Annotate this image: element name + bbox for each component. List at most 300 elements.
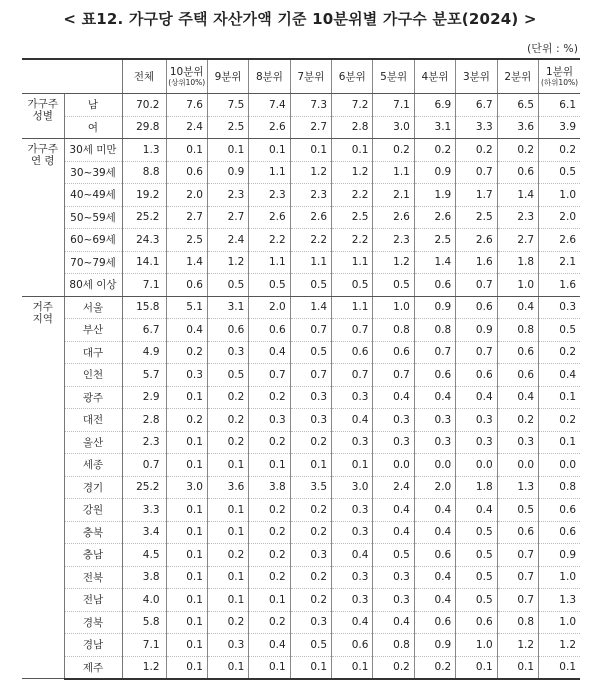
decile-cell: 0.5 — [456, 589, 497, 612]
decile-cell: 0.2 — [249, 499, 290, 522]
row-label: 울산 — [64, 431, 122, 454]
decile-cell: 1.6 — [539, 274, 580, 297]
decile-cell: 2.6 — [249, 116, 290, 139]
decile-cell: 0.2 — [249, 611, 290, 634]
row-label: 경남 — [64, 634, 122, 657]
decile-cell: 2.5 — [166, 229, 207, 252]
total-cell: 4.0 — [122, 589, 166, 612]
decile-cell: 2.7 — [290, 116, 331, 139]
decile-cell: 0.4 — [539, 364, 580, 387]
decile-cell: 0.3 — [456, 409, 497, 432]
decile-cell: 0.2 — [373, 656, 414, 679]
decile-cell: 0.2 — [290, 521, 331, 544]
row-label: 제주 — [64, 656, 122, 679]
decile-cell: 0.1 — [497, 656, 538, 679]
table-row — [22, 94, 580, 117]
decile-cell: 0.1 — [332, 454, 373, 477]
total-cell: 19.2 — [122, 184, 166, 207]
decile-cell: 1.2 — [539, 634, 580, 657]
decile-cell: 0.6 — [497, 341, 538, 364]
header-decile-label: 10분위 — [169, 66, 204, 78]
decile-cell: 3.8 — [249, 476, 290, 499]
row-label: 여 — [64, 116, 122, 139]
decile-cell: 0.2 — [290, 566, 331, 589]
decile-cell: 0.7 — [373, 364, 414, 387]
decile-cell: 0.7 — [456, 341, 497, 364]
decile-cell: 2.7 — [207, 206, 248, 229]
decile-cell: 7.2 — [332, 94, 373, 117]
total-cell: 3.3 — [122, 499, 166, 522]
row-label: 서울 — [64, 296, 122, 319]
decile-cell: 0.4 — [456, 386, 497, 409]
decile-cell: 0.6 — [414, 274, 455, 297]
row-label: 30~39세 — [64, 161, 122, 184]
decile-cell: 0.1 — [166, 386, 207, 409]
header-decile-label: 6분위 — [338, 70, 366, 83]
decile-cell: 0.6 — [539, 521, 580, 544]
table-body — [22, 94, 580, 679]
decile-cell: 0.6 — [373, 341, 414, 364]
decile-cell: 7.5 — [207, 94, 248, 117]
table-row — [22, 521, 580, 544]
decile-cell: 0.6 — [332, 634, 373, 657]
decile-cell: 0.5 — [207, 364, 248, 387]
decile-cell: 0.2 — [539, 139, 580, 162]
table-header — [22, 59, 580, 94]
decile-cell: 2.5 — [332, 206, 373, 229]
decile-cell: 0.3 — [290, 611, 331, 634]
decile-cell: 0.9 — [414, 296, 455, 319]
decile-cell: 3.3 — [456, 116, 497, 139]
decile-cell: 0.7 — [456, 161, 497, 184]
decile-cell: 0.2 — [539, 409, 580, 432]
total-cell: 14.1 — [122, 251, 166, 274]
decile-cell: 1.2 — [332, 161, 373, 184]
decile-cell: 0.6 — [456, 611, 497, 634]
total-cell: 7.1 — [122, 634, 166, 657]
decile-cell: 1.4 — [497, 184, 538, 207]
decile-cell: 0.2 — [456, 139, 497, 162]
decile-cell: 0.1 — [207, 454, 248, 477]
total-cell: 5.8 — [122, 611, 166, 634]
decile-cell: 6.1 — [539, 94, 580, 117]
table-row — [22, 139, 580, 162]
decile-cell: 0.4 — [373, 611, 414, 634]
header-decile-label: 2분위 — [504, 70, 532, 83]
decile-cell: 0.0 — [539, 454, 580, 477]
decile-cell: 0.1 — [166, 521, 207, 544]
decile-cell: 1.4 — [414, 251, 455, 274]
decile-cell: 0.1 — [166, 139, 207, 162]
decile-cell: 0.5 — [456, 521, 497, 544]
decile-cell: 0.3 — [332, 566, 373, 589]
header-decile-label: 4분위 — [421, 70, 449, 83]
decile-cell: 0.4 — [414, 499, 455, 522]
table-row — [22, 589, 580, 612]
decile-cell: 0.4 — [497, 386, 538, 409]
header-decile — [332, 59, 373, 94]
decile-cell: 1.0 — [539, 184, 580, 207]
table-row — [22, 386, 580, 409]
header-decile — [249, 59, 290, 94]
decile-cell: 2.2 — [290, 229, 331, 252]
decile-cell: 2.4 — [207, 229, 248, 252]
total-cell: 2.8 — [122, 409, 166, 432]
decile-cell: 1.2 — [207, 251, 248, 274]
decile-cell: 0.2 — [166, 409, 207, 432]
decile-cell: 0.6 — [497, 161, 538, 184]
decile-cell: 0.3 — [497, 431, 538, 454]
decile-cell: 0.3 — [373, 566, 414, 589]
decile-cell: 0.0 — [414, 454, 455, 477]
header-decile — [166, 59, 207, 94]
decile-cell: 6.7 — [456, 94, 497, 117]
decile-cell: 0.3 — [414, 409, 455, 432]
decile-cell: 1.0 — [539, 566, 580, 589]
decile-cell: 0.1 — [207, 139, 248, 162]
decile-cell: 0.1 — [166, 656, 207, 679]
decile-cell: 1.3 — [497, 476, 538, 499]
header-decile-label: 7분위 — [297, 70, 325, 83]
decile-cell: 0.5 — [290, 341, 331, 364]
decile-cell: 0.2 — [207, 431, 248, 454]
total-cell: 2.3 — [122, 431, 166, 454]
row-label: 70~79세 — [64, 251, 122, 274]
decile-cell: 0.4 — [414, 521, 455, 544]
total-cell: 24.3 — [122, 229, 166, 252]
table-row — [22, 229, 580, 252]
table-row — [22, 566, 580, 589]
decile-cell: 0.5 — [456, 566, 497, 589]
table-row — [22, 611, 580, 634]
total-cell: 8.8 — [122, 161, 166, 184]
decile-cell: 1.9 — [414, 184, 455, 207]
decile-cell: 1.7 — [456, 184, 497, 207]
decile-cell: 0.8 — [373, 319, 414, 342]
decile-cell: 0.0 — [373, 454, 414, 477]
decile-cell: 0.6 — [207, 319, 248, 342]
header-row — [22, 59, 580, 94]
decile-cell: 1.2 — [373, 251, 414, 274]
decile-cell: 1.4 — [290, 296, 331, 319]
unit-label: (단위 : %) — [527, 42, 578, 55]
decile-cell: 0.5 — [373, 274, 414, 297]
decile-cell: 0.3 — [332, 521, 373, 544]
decile-cell: 0.3 — [207, 341, 248, 364]
decile-cell: 2.3 — [290, 184, 331, 207]
decile-cell: 0.4 — [332, 409, 373, 432]
group-label: 가구주 연 령 — [22, 139, 64, 297]
table-row — [22, 544, 580, 567]
decile-cell: 3.1 — [207, 296, 248, 319]
decile-cell: 3.0 — [373, 116, 414, 139]
decile-cell: 3.1 — [414, 116, 455, 139]
decile-cell: 0.2 — [290, 431, 331, 454]
decile-cell: 0.1 — [249, 139, 290, 162]
decile-cell: 0.3 — [373, 589, 414, 612]
decile-cell: 0.5 — [207, 274, 248, 297]
header-total: 전체 — [122, 59, 166, 94]
total-cell: 15.8 — [122, 296, 166, 319]
decile-cell: 2.5 — [207, 116, 248, 139]
decile-cell: 0.3 — [373, 431, 414, 454]
decile-cell: 1.1 — [332, 251, 373, 274]
row-label: 50~59세 — [64, 206, 122, 229]
table-row — [22, 206, 580, 229]
decile-cell: 1.0 — [456, 634, 497, 657]
table-row — [22, 634, 580, 657]
decile-cell: 0.3 — [332, 499, 373, 522]
decile-cell: 0.6 — [456, 296, 497, 319]
decile-cell: 0.8 — [373, 634, 414, 657]
header-corner — [22, 59, 122, 94]
decile-cell: 0.6 — [249, 319, 290, 342]
decile-cell: 0.7 — [497, 544, 538, 567]
decile-cell: 0.3 — [249, 409, 290, 432]
decile-cell: 0.1 — [207, 589, 248, 612]
decile-cell: 0.3 — [332, 386, 373, 409]
decile-cell: 0.2 — [207, 611, 248, 634]
row-label: 인천 — [64, 364, 122, 387]
header-decile-note: (상위10%) — [168, 78, 206, 87]
table-row — [22, 409, 580, 432]
decile-cell: 0.9 — [414, 161, 455, 184]
row-label: 30세 미만 — [64, 139, 122, 162]
decile-cell: 0.5 — [456, 544, 497, 567]
decile-cell: 0.3 — [207, 634, 248, 657]
decile-cell: 1.1 — [290, 251, 331, 274]
row-label: 남 — [64, 94, 122, 117]
decile-cell: 6.5 — [497, 94, 538, 117]
decile-cell: 0.1 — [290, 139, 331, 162]
decile-cell: 0.6 — [497, 364, 538, 387]
decile-cell: 0.6 — [414, 544, 455, 567]
decile-cell: 0.1 — [290, 454, 331, 477]
decile-cell: 3.0 — [166, 476, 207, 499]
decile-cell: 0.1 — [249, 589, 290, 612]
decile-cell: 0.1 — [539, 386, 580, 409]
decile-cell: 2.6 — [249, 206, 290, 229]
decile-cell: 0.7 — [456, 274, 497, 297]
decile-cell: 0.4 — [456, 499, 497, 522]
header-decile — [207, 59, 248, 94]
decile-cell: 0.1 — [456, 656, 497, 679]
decile-cell: 0.6 — [166, 274, 207, 297]
decile-cell: 2.6 — [456, 229, 497, 252]
row-label: 충북 — [64, 521, 122, 544]
decile-cell: 0.6 — [332, 341, 373, 364]
decile-cell: 0.4 — [414, 566, 455, 589]
table-row — [22, 454, 580, 477]
decile-cell: 0.1 — [166, 611, 207, 634]
decile-cell: 0.2 — [414, 139, 455, 162]
decile-cell: 0.4 — [414, 386, 455, 409]
decile-cell: 0.2 — [207, 386, 248, 409]
decile-cell: 2.3 — [249, 184, 290, 207]
decile-cell: 0.5 — [249, 274, 290, 297]
decile-cell: 0.2 — [497, 139, 538, 162]
header-decile — [497, 59, 538, 94]
row-label: 40~49세 — [64, 184, 122, 207]
decile-cell: 0.6 — [539, 499, 580, 522]
total-cell: 70.2 — [122, 94, 166, 117]
decile-cell: 0.1 — [539, 656, 580, 679]
decile-cell: 0.4 — [414, 589, 455, 612]
decile-cell: 0.1 — [166, 544, 207, 567]
decile-cell: 7.1 — [373, 94, 414, 117]
decile-cell: 0.2 — [373, 139, 414, 162]
decile-cell: 1.4 — [166, 251, 207, 274]
header-decile — [290, 59, 331, 94]
decile-cell: 0.3 — [373, 409, 414, 432]
table-row — [22, 499, 580, 522]
decile-cell: 0.1 — [207, 521, 248, 544]
decile-cell: 0.3 — [332, 589, 373, 612]
decile-cell: 0.1 — [539, 431, 580, 454]
decile-cell: 2.1 — [539, 251, 580, 274]
header-decile — [414, 59, 455, 94]
header-decile-note: (하위10%) — [541, 78, 579, 87]
decile-cell: 5.1 — [166, 296, 207, 319]
decile-cell: 0.1 — [207, 656, 248, 679]
decile-cell: 0.5 — [539, 319, 580, 342]
table-row — [22, 476, 580, 499]
decile-cell: 1.1 — [373, 161, 414, 184]
row-label: 충남 — [64, 544, 122, 567]
decile-cell: 1.2 — [290, 161, 331, 184]
decile-cell: 2.2 — [249, 229, 290, 252]
decile-cell: 0.9 — [207, 161, 248, 184]
decile-cell: 0.9 — [539, 544, 580, 567]
header-decile-label: 5분위 — [380, 70, 408, 83]
decile-cell: 0.5 — [497, 499, 538, 522]
decile-cell: 1.0 — [373, 296, 414, 319]
total-cell: 1.2 — [122, 656, 166, 679]
table-row — [22, 184, 580, 207]
decile-cell: 0.1 — [166, 431, 207, 454]
decile-cell: 0.3 — [290, 544, 331, 567]
table-row — [22, 116, 580, 139]
decile-cell: 0.0 — [456, 454, 497, 477]
decile-cell: 2.4 — [166, 116, 207, 139]
header-decile-label: 9분위 — [214, 70, 242, 83]
decile-cell: 2.1 — [373, 184, 414, 207]
decile-cell: 0.1 — [332, 656, 373, 679]
row-label: 세종 — [64, 454, 122, 477]
row-label: 광주 — [64, 386, 122, 409]
decile-cell: 0.6 — [497, 521, 538, 544]
decile-cell: 7.6 — [166, 94, 207, 117]
decile-cell: 7.3 — [290, 94, 331, 117]
decile-cell: 0.4 — [373, 499, 414, 522]
decile-cell: 0.5 — [290, 274, 331, 297]
decile-cell: 1.1 — [249, 251, 290, 274]
decile-cell: 1.0 — [497, 274, 538, 297]
decile-cell: 0.7 — [332, 364, 373, 387]
total-cell: 6.7 — [122, 319, 166, 342]
decile-cell: 3.9 — [539, 116, 580, 139]
header-decile-label: 8분위 — [255, 70, 283, 83]
row-label: 전북 — [64, 566, 122, 589]
decile-cell: 0.2 — [497, 409, 538, 432]
row-label: 전남 — [64, 589, 122, 612]
decile-cell: 0.7 — [332, 319, 373, 342]
decile-cell: 0.7 — [497, 589, 538, 612]
total-cell: 4.5 — [122, 544, 166, 567]
decile-cell: 1.1 — [249, 161, 290, 184]
decile-cell: 0.8 — [414, 319, 455, 342]
decile-cell: 0.1 — [166, 634, 207, 657]
table-row — [22, 274, 580, 297]
decile-cell: 2.7 — [166, 206, 207, 229]
decile-cell: 2.6 — [373, 206, 414, 229]
row-label: 경북 — [64, 611, 122, 634]
decile-cell: 0.2 — [414, 656, 455, 679]
total-cell: 25.2 — [122, 476, 166, 499]
decile-cell: 0.7 — [497, 566, 538, 589]
total-cell: 3.4 — [122, 521, 166, 544]
decile-cell: 0.8 — [539, 476, 580, 499]
decile-cell: 0.0 — [497, 454, 538, 477]
decile-cell: 0.9 — [414, 634, 455, 657]
decile-cell: 0.7 — [290, 364, 331, 387]
decile-cell: 0.8 — [497, 319, 538, 342]
decile-cell: 2.5 — [456, 206, 497, 229]
total-cell: 0.7 — [122, 454, 166, 477]
decile-cell: 1.2 — [497, 634, 538, 657]
decile-cell: 0.4 — [249, 341, 290, 364]
decile-cell: 0.2 — [290, 589, 331, 612]
decile-cell: 0.2 — [249, 431, 290, 454]
table-row — [22, 364, 580, 387]
table-row — [22, 656, 580, 679]
decile-cell: 0.7 — [290, 319, 331, 342]
page-title: < 표12. 가구당 주택 자산가액 기준 10분위별 가구수 분포(2024) > — [63, 10, 537, 28]
decile-cell: 0.6 — [456, 364, 497, 387]
decile-cell: 0.3 — [332, 431, 373, 454]
decile-cell: 0.3 — [166, 364, 207, 387]
total-cell: 1.3 — [122, 139, 166, 162]
decile-cell: 2.6 — [539, 229, 580, 252]
decile-cell: 0.1 — [290, 656, 331, 679]
decile-cell: 0.4 — [166, 319, 207, 342]
decile-cell: 0.1 — [207, 499, 248, 522]
decile-cell: 0.2 — [290, 499, 331, 522]
decile-cell: 0.2 — [249, 544, 290, 567]
decile-cell: 2.3 — [207, 184, 248, 207]
table-row — [22, 296, 580, 319]
decile-cell: 1.6 — [456, 251, 497, 274]
decile-cell: 6.9 — [414, 94, 455, 117]
decile-cell: 3.6 — [497, 116, 538, 139]
group-label: 거주 지역 — [22, 296, 64, 679]
decile-cell: 0.5 — [290, 634, 331, 657]
decile-cell: 2.0 — [539, 206, 580, 229]
decile-cell: 0.2 — [539, 341, 580, 364]
total-cell: 3.8 — [122, 566, 166, 589]
decile-cell: 0.4 — [373, 386, 414, 409]
decile-cell: 0.5 — [373, 544, 414, 567]
decile-cell: 1.8 — [497, 251, 538, 274]
decile-cell: 0.2 — [249, 521, 290, 544]
decile-cell: 0.1 — [207, 566, 248, 589]
row-label: 80세 이상 — [64, 274, 122, 297]
decile-cell: 1.1 — [332, 296, 373, 319]
decile-cell: 0.1 — [166, 499, 207, 522]
decile-cell: 1.0 — [539, 611, 580, 634]
decile-distribution-table — [22, 58, 580, 680]
decile-cell: 0.4 — [332, 544, 373, 567]
